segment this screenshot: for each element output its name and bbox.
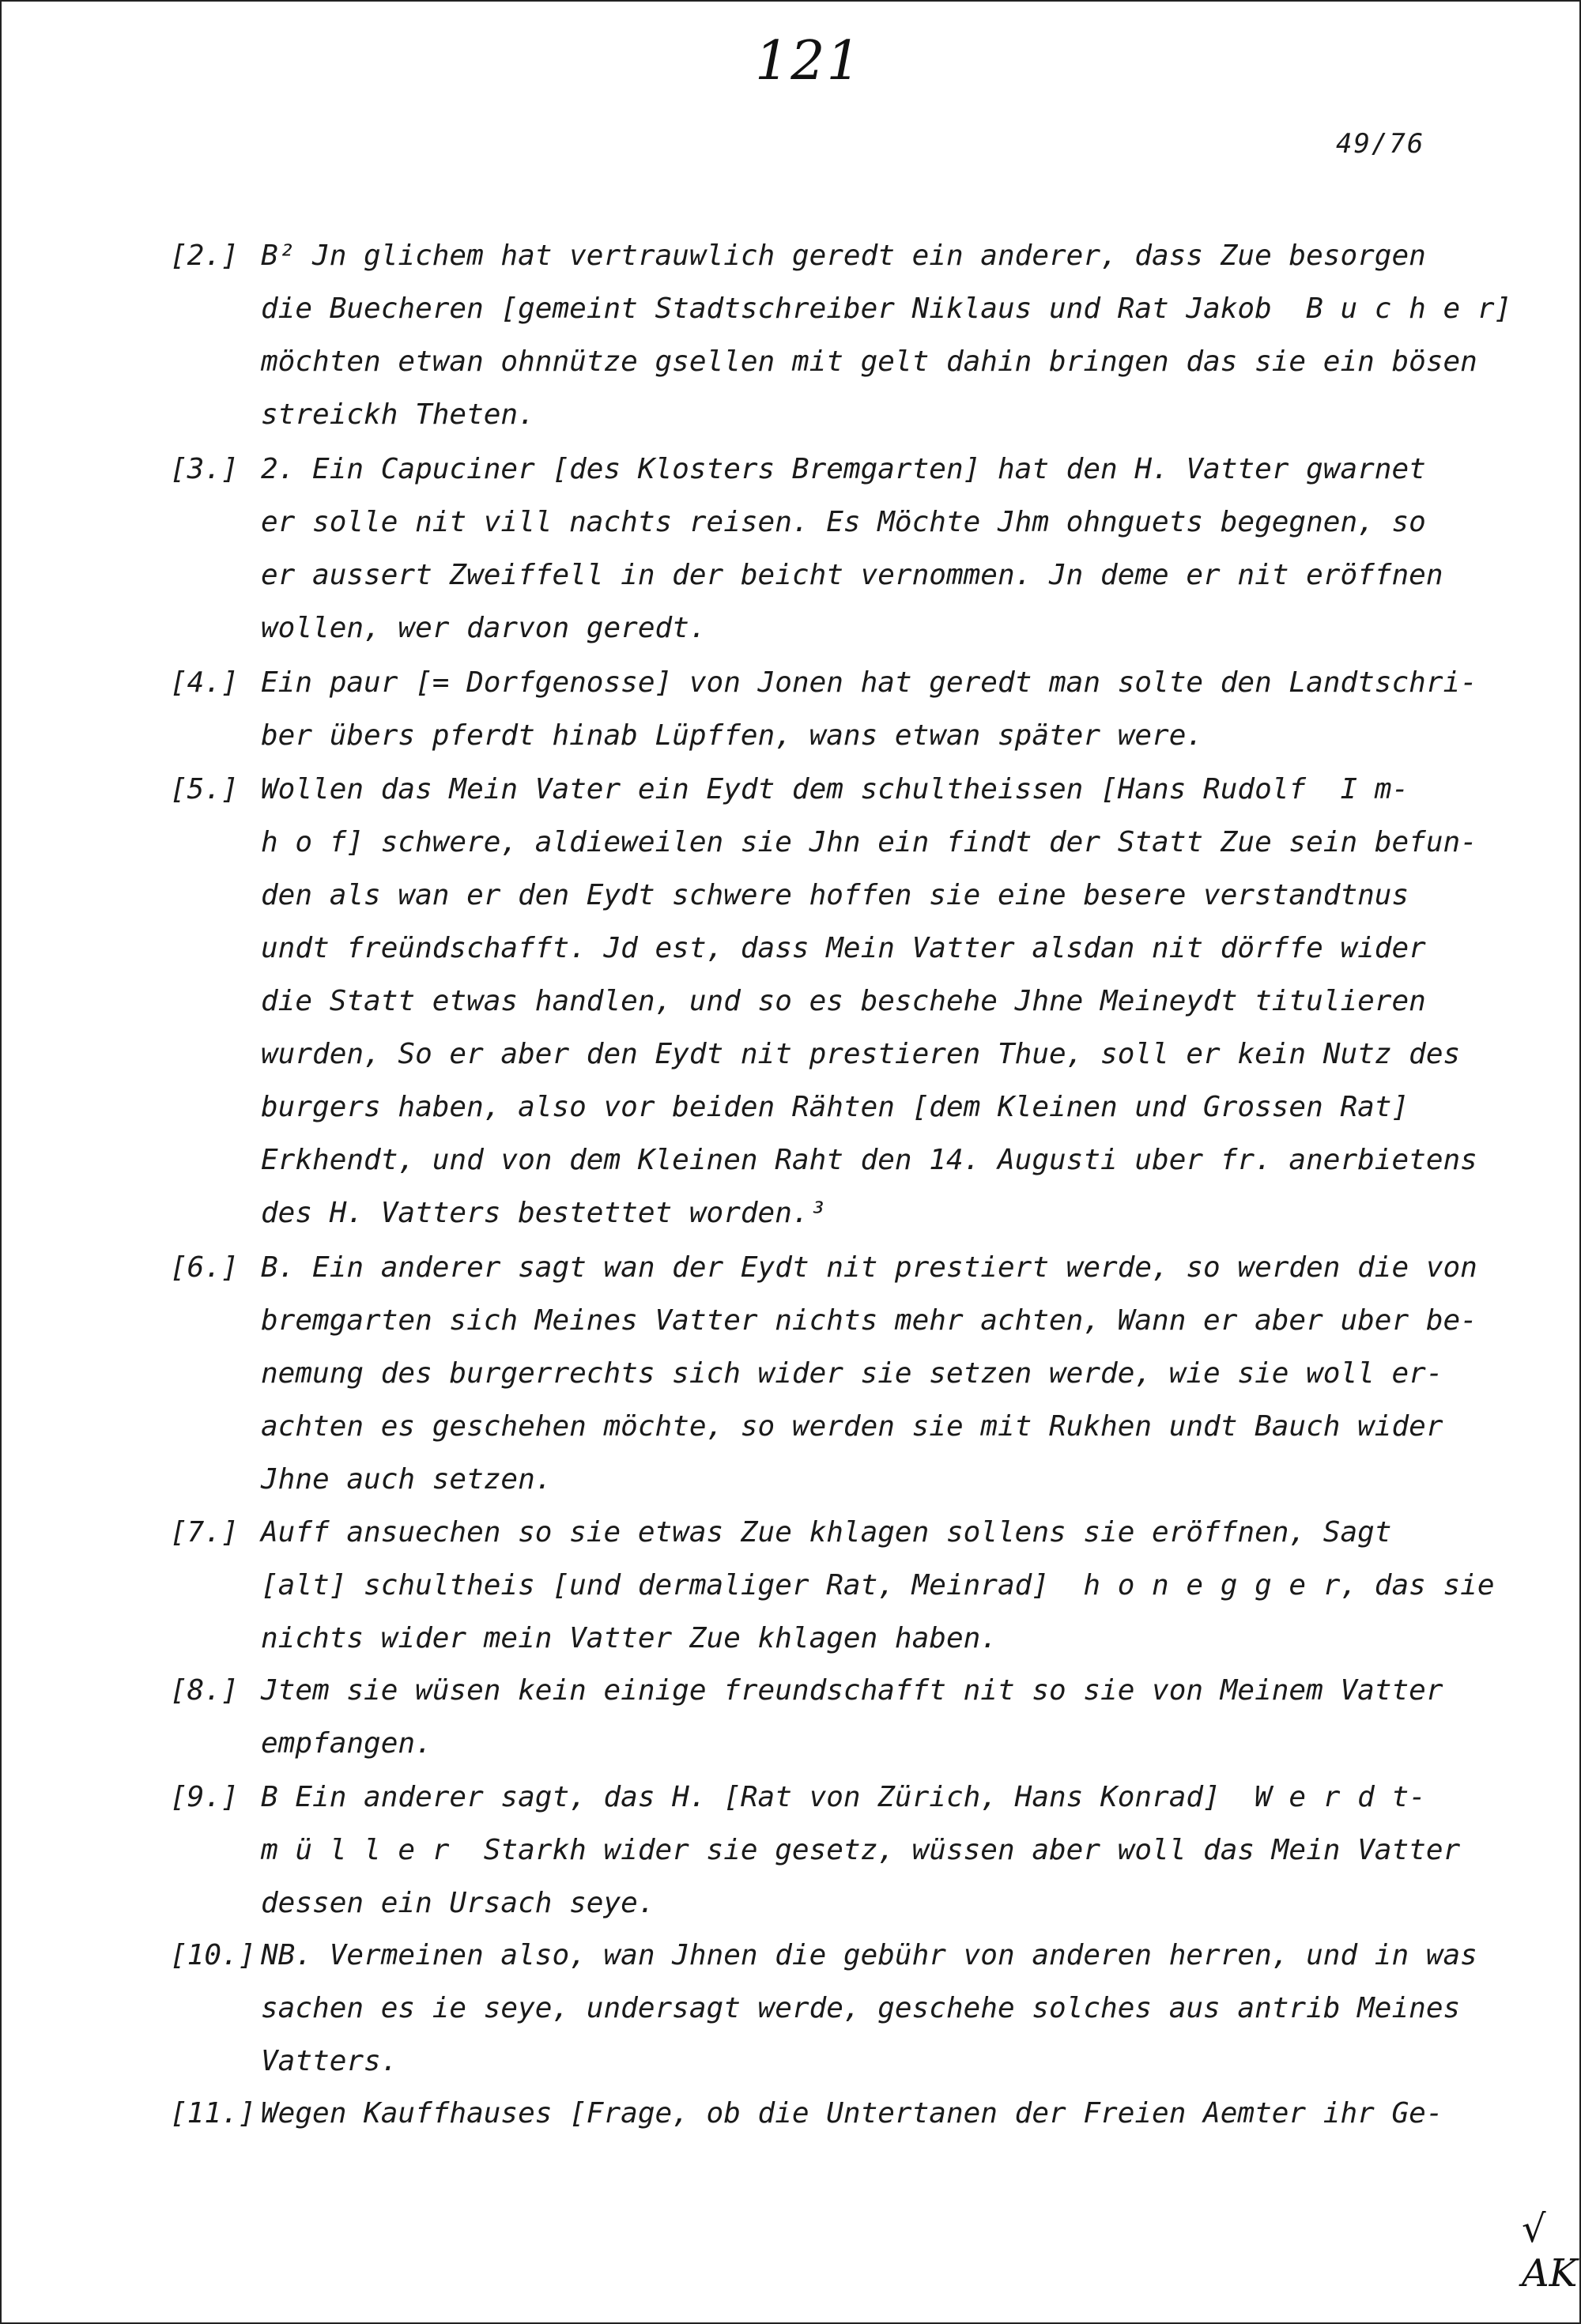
text-line: streickh Theten.	[261, 398, 535, 431]
entry-number: [8.]	[170, 1674, 239, 1707]
text-line: Ein paur [= Dorfgenosse] von Jonen hat geredt man solte den Landtschri-	[261, 666, 1477, 699]
text-line: B² Jn glichem hat vertrauwlich geredt ein anderer, dass Zue besorgen	[261, 240, 1426, 272]
text-line: des H. Vatters bestettet worden.³	[261, 1197, 827, 1229]
entry-number: [10.]	[170, 1939, 256, 1971]
entry-text	[261, 1664, 1526, 1770]
text-line: möchten etwan ohnnütze gsellen mit gelt dahin bringen das sie ein bösen	[261, 345, 1477, 378]
text-line: Vatters.	[261, 2045, 398, 2077]
entry-text	[261, 1506, 1526, 1665]
entry-text	[261, 443, 1526, 655]
text-line: wollen, wer darvon geredt.	[261, 612, 707, 644]
handwritten-initials: √ AK	[1522, 2207, 1578, 2296]
entry-text	[261, 1929, 1526, 2088]
entry-number: [11.]	[170, 2097, 256, 2130]
text-line: nemung des burgerrechts sich wider sie setzen werde, wie sie woll er-	[261, 1357, 1443, 1390]
entry-text	[261, 229, 1526, 441]
entry-text	[261, 656, 1526, 762]
text-line: B. Ein anderer sagt wan der Eydt nit prestiert werde, so werden die von	[261, 1251, 1477, 1284]
text-line: bremgarten sich Meines Vatter nichts mehr achten, Wann er aber uber be-	[261, 1304, 1477, 1337]
entry-number: [6.]	[170, 1251, 239, 1284]
entry-text	[261, 1771, 1526, 1930]
text-line: Erkhendt, und von dem Kleinen Raht den 14. Augusti uber fr. anerbietens	[261, 1144, 1477, 1176]
text-line: er solle nit vill nachts reisen. Es Möchte Jhm ohnguets begegnen, so	[261, 506, 1426, 538]
text-line: burgers haben, also vor beiden Rähten [dem Kleinen und Grossen Rat]	[261, 1091, 1409, 1123]
entry-number: [4.]	[170, 666, 239, 699]
text-line: sachen es ie seye, undersagt werde, geschehe solches aus antrib Meines	[261, 1992, 1461, 2024]
text-line: 2. Ein Capuciner [des Klosters Bremgarten] hat den H. Vatter gwarnet	[261, 453, 1426, 485]
text-line: m ü l l e r Starkh wider sie gesetz, wüssen aber woll das Mein Vatter	[261, 1834, 1461, 1866]
text-line: achten es geschehen möchte, so werden sie mit Rukhen undt Bauch wider	[261, 1410, 1443, 1443]
folio-number: 121	[755, 30, 862, 92]
text-line: die Buecheren [gemeint Stadtschreiber Niklaus und Rat Jakob B u c h e r]	[261, 292, 1512, 325]
text-line: Jtem sie wüsen kein einige freundschafft nit so sie von Meinem Vatter	[261, 1674, 1443, 1707]
entry-number: [5.]	[170, 773, 239, 805]
text-line: Jhne auch setzen.	[261, 1463, 553, 1496]
text-line: ber übers pferdt hinab Lüpffen, wans etwan später were.	[261, 719, 1204, 752]
entry-number: [7.]	[170, 1516, 239, 1549]
text-line: Auff ansuechen so sie etwas Zue khlagen sollens sie eröffnen, Sagt	[261, 1516, 1392, 1549]
text-line: B Ein anderer sagt, das H. [Rat von Zürich, Hans Konrad] W e r d t-	[261, 1781, 1426, 1813]
entry-number: [2.]	[170, 240, 239, 272]
text-line: NB. Vermeinen also, wan Jhnen die gebühr von anderen herren, und in was	[261, 1939, 1477, 1971]
entry-text	[261, 2087, 1526, 2140]
text-line: h o f] schwere, aldieweilen sie Jhn ein findt der Statt Zue sein befun-	[261, 826, 1477, 858]
text-line: die Statt etwas handlen, und so es beschehe Jhne Meineydt titulieren	[261, 985, 1426, 1017]
text-line: nichts wider mein Vatter Zue khlagen haben.	[261, 1622, 998, 1654]
page-number: 49/76	[1336, 128, 1425, 160]
text-line: undt freündschafft. Jd est, dass Mein Vatter alsdan nit dörffe wider	[261, 932, 1426, 964]
text-line: [alt] schultheis [und dermaliger Rat, Meinrad] h o n e g g e r, das sie	[261, 1569, 1495, 1602]
text-line: Wegen Kauffhauses [Frage, ob die Untertanen der Freien Aemter ihr Ge-	[261, 2097, 1443, 2130]
text-line: wurden, So er aber den Eydt nit prestieren Thue, soll er kein Nutz des	[261, 1038, 1461, 1070]
text-line: den als wan er den Eydt schwere hoffen sie eine besere verstandtnus	[261, 879, 1409, 911]
entry-number: [9.]	[170, 1781, 239, 1813]
text-line: Wollen das Mein Vater ein Eydt dem schultheissen [Hans Rudolf I m-	[261, 773, 1409, 805]
entry-number: [3.]	[170, 453, 239, 485]
text-line: er aussert Zweiffell in der beicht vernommen. Jn deme er nit eröffnen	[261, 559, 1443, 591]
text-line: empfangen.	[261, 1727, 432, 1760]
entry-text	[261, 1241, 1526, 1506]
entry-text	[261, 763, 1526, 1239]
text-line: dessen ein Ursach seye.	[261, 1887, 655, 1919]
